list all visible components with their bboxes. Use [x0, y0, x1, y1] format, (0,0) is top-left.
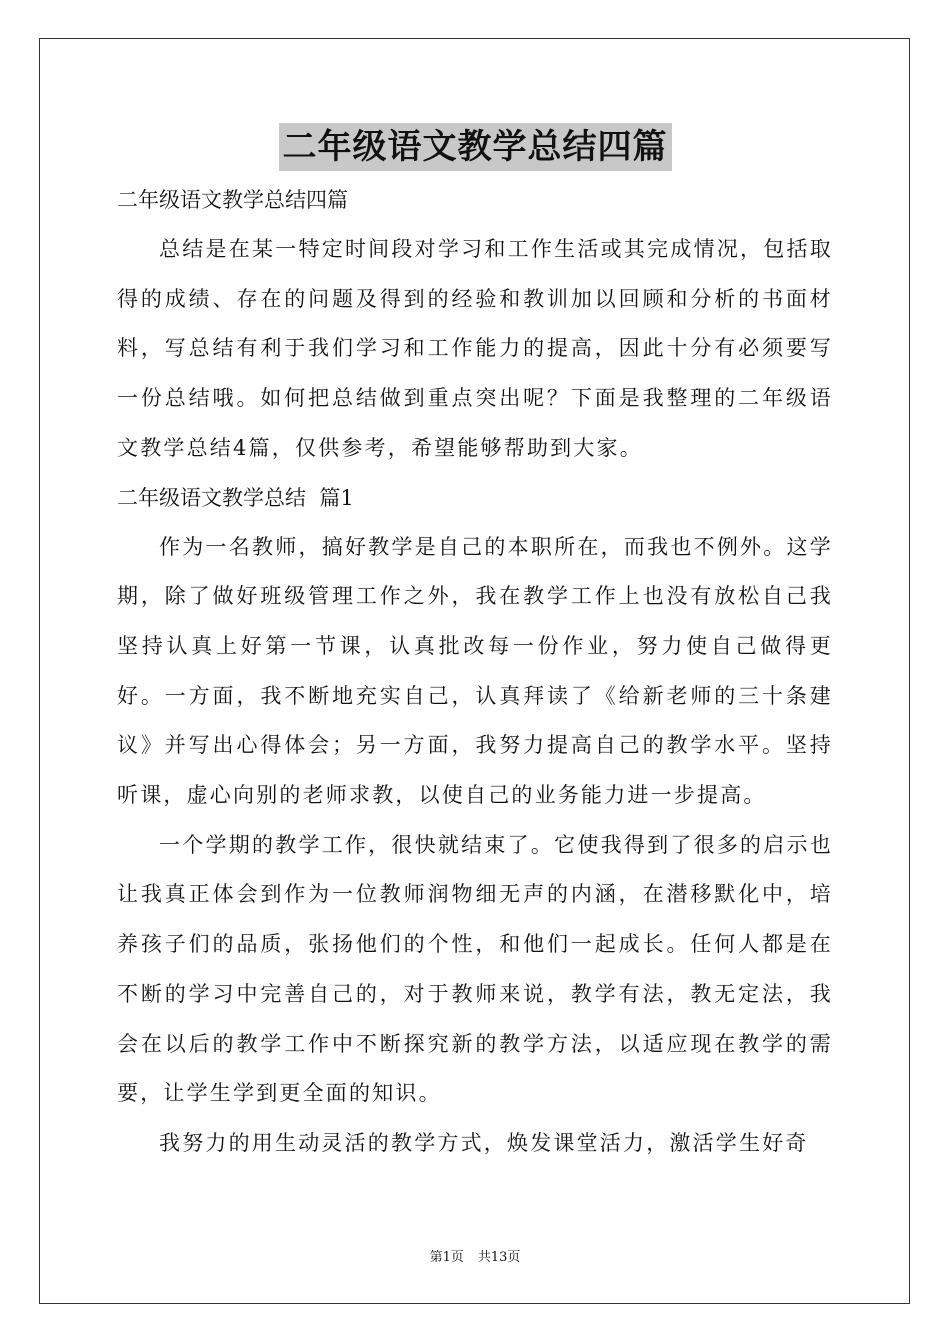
- body-paragraph: 作为一名教师，搞好教学是自己的本职所在，而我也不例外。这学期，除了做好班级管理工作之外，我在教学工作上也没有放松自己我坚持认真上好第一节课，认真批改每一份作业，努力使自己做得更好。一方面，我不断地充实自己，认真拜读了《给新老师的三十条建议》并写出心得体会；另一方面，我努力提高自己的教学水平。坚持听课，虚心向别的老师求教，以使自己的业务能力进一步提高。: [117, 534, 833, 808]
- page-footer: [0, 1248, 950, 1268]
- page-total: 共13页: [477, 1250, 521, 1265]
- document-title: [0, 123, 950, 171]
- document-subtitle: 二年级语文教学总结四篇: [117, 188, 348, 212]
- intro-paragraph: 总结是在某一特定时间段对学习和工作生活或其完成情况，包括取得的成绩、存在的问题及得到的经验和教训加以回顾和分析的书面材料，写总结有利于我们学习和工作能力的提高，因此十分有必须要写一份总结哦。如何把总结做到重点突出呢？下面是我整理的二年级语文教学总结4篇，仅供参考，希望能够帮助到大家。: [117, 237, 833, 460]
- page-number: 第1页: [429, 1250, 464, 1265]
- body-paragraph: 一个学期的教学工作，很快就结束了。它使我得到了很多的启示也让我真正体会到作为一位教师润物细无声的内涵，在潜移默化中，培养孩子们的品质，张扬他们的个性，和他们一起成长。任何人都是在不断的学习中完善自己的，对于教师来说，教学有法，教无定法，我会在以后的教学工作中不断探究新的教学方法，以适应现在教学的需要，让学生学到更全面的知识。: [117, 832, 833, 1106]
- section-heading: 二年级语文教学总结 篇1: [117, 485, 354, 510]
- document-body: [117, 176, 833, 1169]
- document-title-text: 二年级语文教学总结四篇: [279, 123, 672, 171]
- body-paragraph: 我努力的用生动灵活的教学方式，焕发课堂活力，激活学生好奇: [159, 1130, 809, 1155]
